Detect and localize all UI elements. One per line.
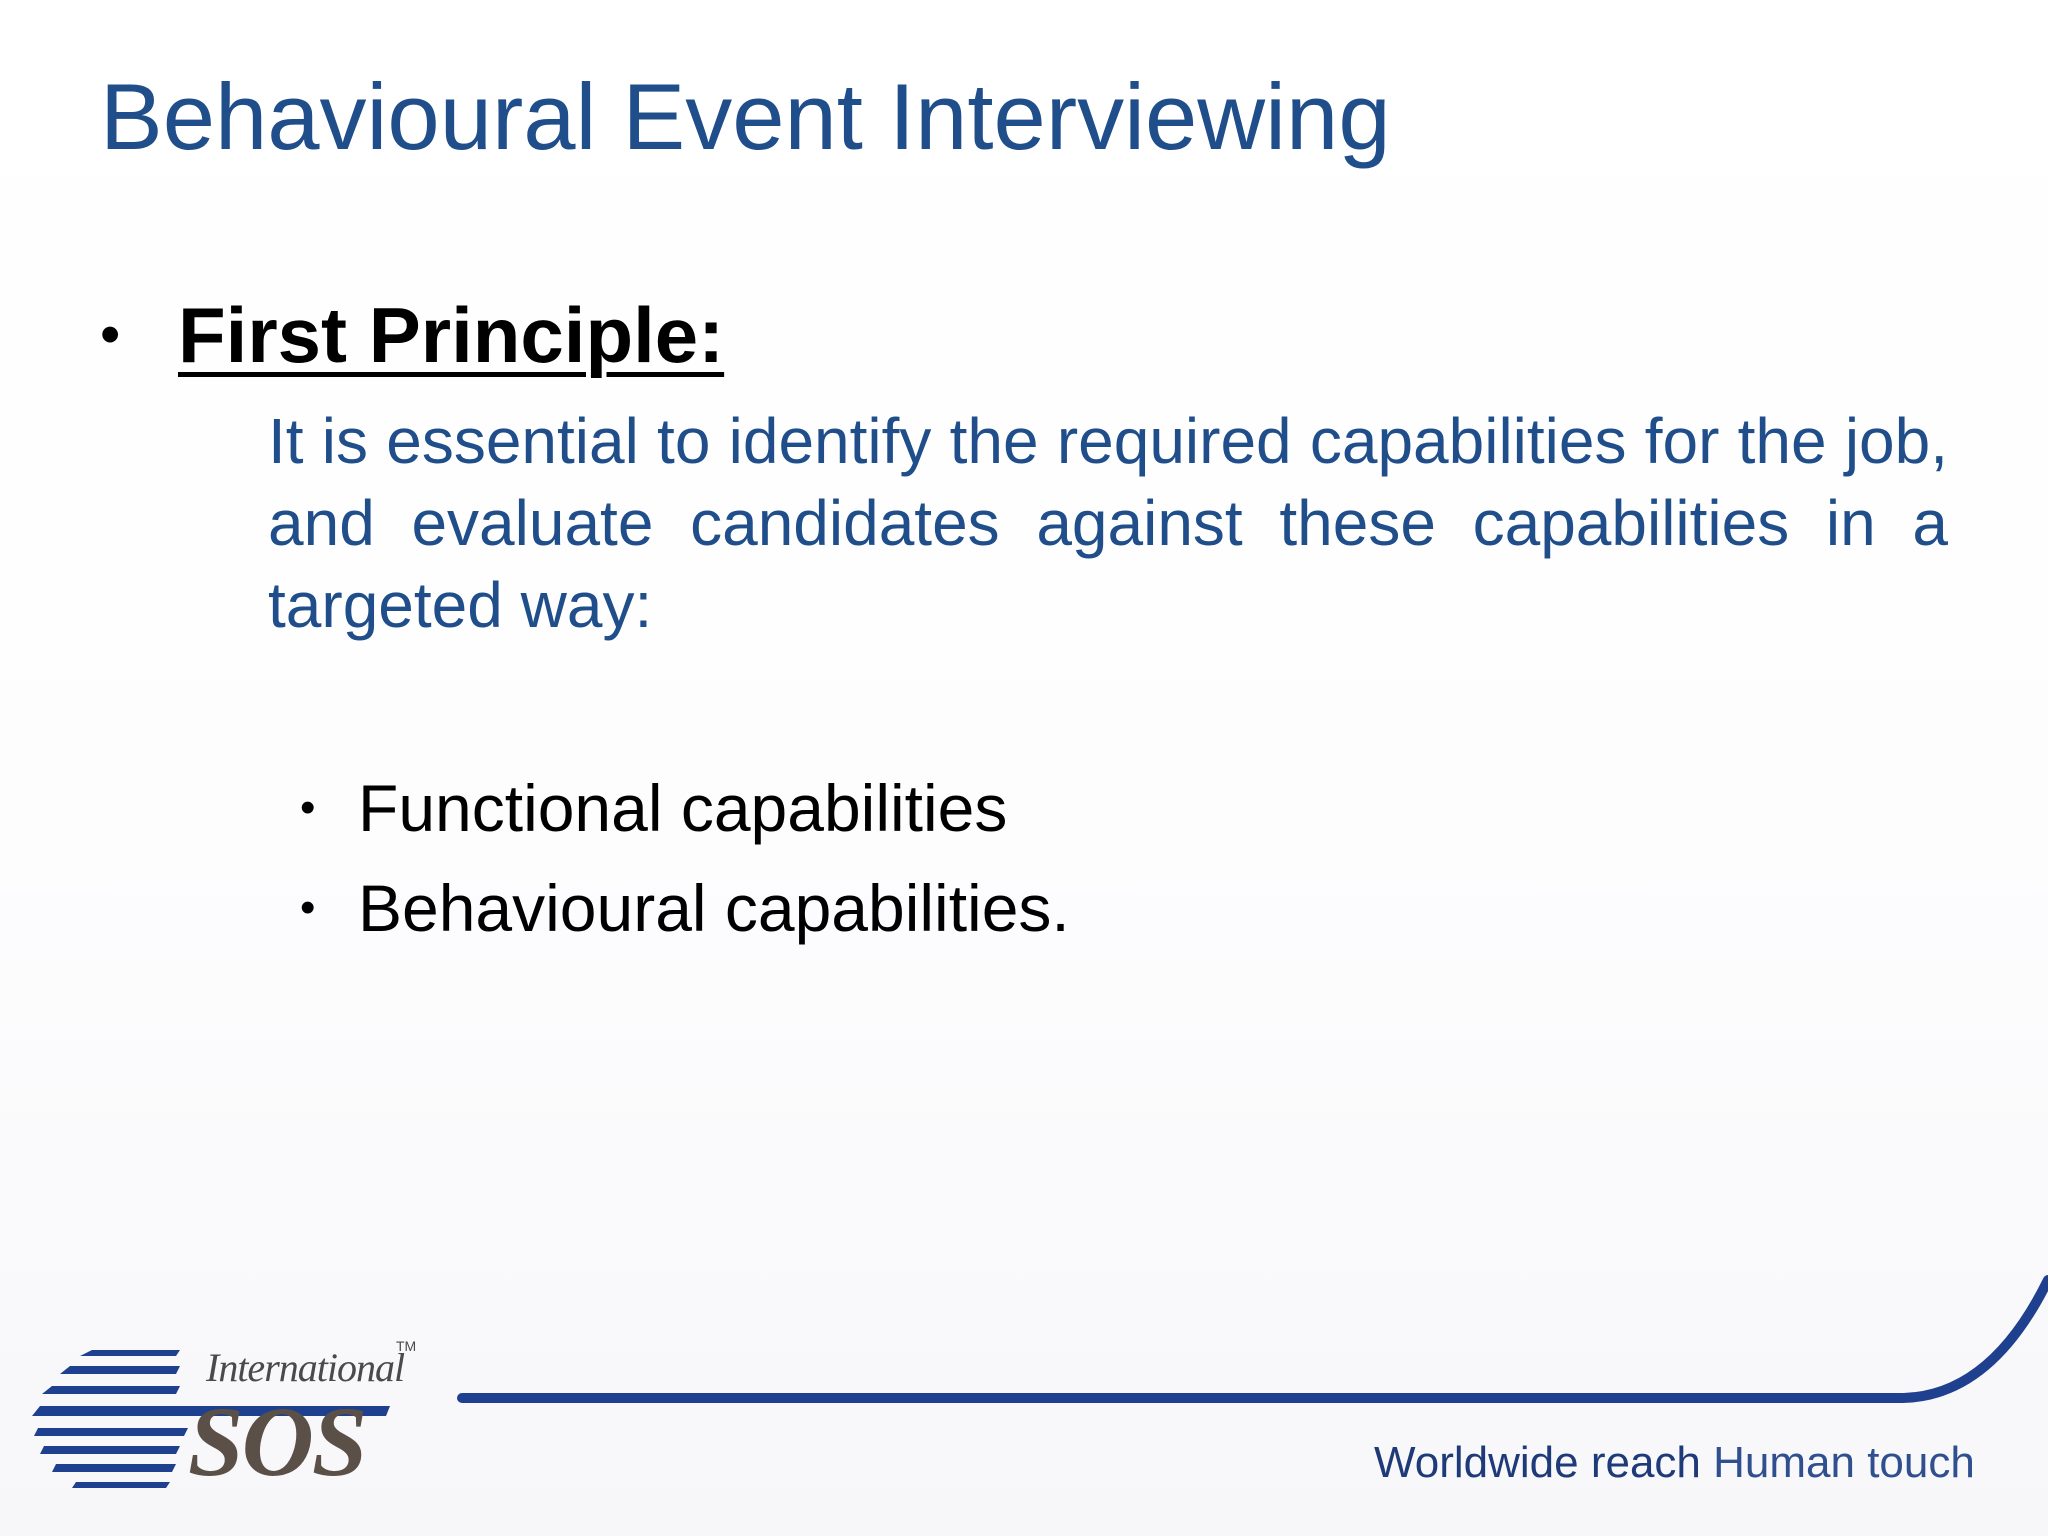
slide-title: Behavioural Event Interviewing bbox=[100, 64, 1391, 169]
bullet-dot-icon: • bbox=[300, 883, 316, 932]
principle-bullet-row bbox=[100, 285, 724, 385]
principle-body-text: It is essential to identify the required capabilities for the job, and evaluate candidates against these capabilities in a targeted way: bbox=[268, 405, 1948, 641]
bullet-dot-icon: • bbox=[300, 783, 316, 832]
list-item-label: Behavioural capabilities. bbox=[358, 871, 1070, 945]
footer-tagline bbox=[1374, 1438, 1975, 1488]
logo-trademark: TM bbox=[396, 1338, 417, 1354]
list-item bbox=[300, 758, 1070, 858]
bullet-dot-icon: • bbox=[100, 302, 121, 367]
principle-heading: First Principle: bbox=[178, 290, 725, 379]
list-item bbox=[300, 858, 1070, 958]
tagline-human-touch: Human touch bbox=[1713, 1438, 1975, 1487]
logo-international-text: International bbox=[206, 1345, 405, 1390]
capabilities-list bbox=[300, 758, 1070, 958]
tagline-worldwide-reach: Worldwide reach bbox=[1374, 1438, 1701, 1487]
list-item-label: Functional capabilities bbox=[358, 771, 1008, 845]
logo-sos-text: SOS bbox=[188, 1386, 366, 1497]
